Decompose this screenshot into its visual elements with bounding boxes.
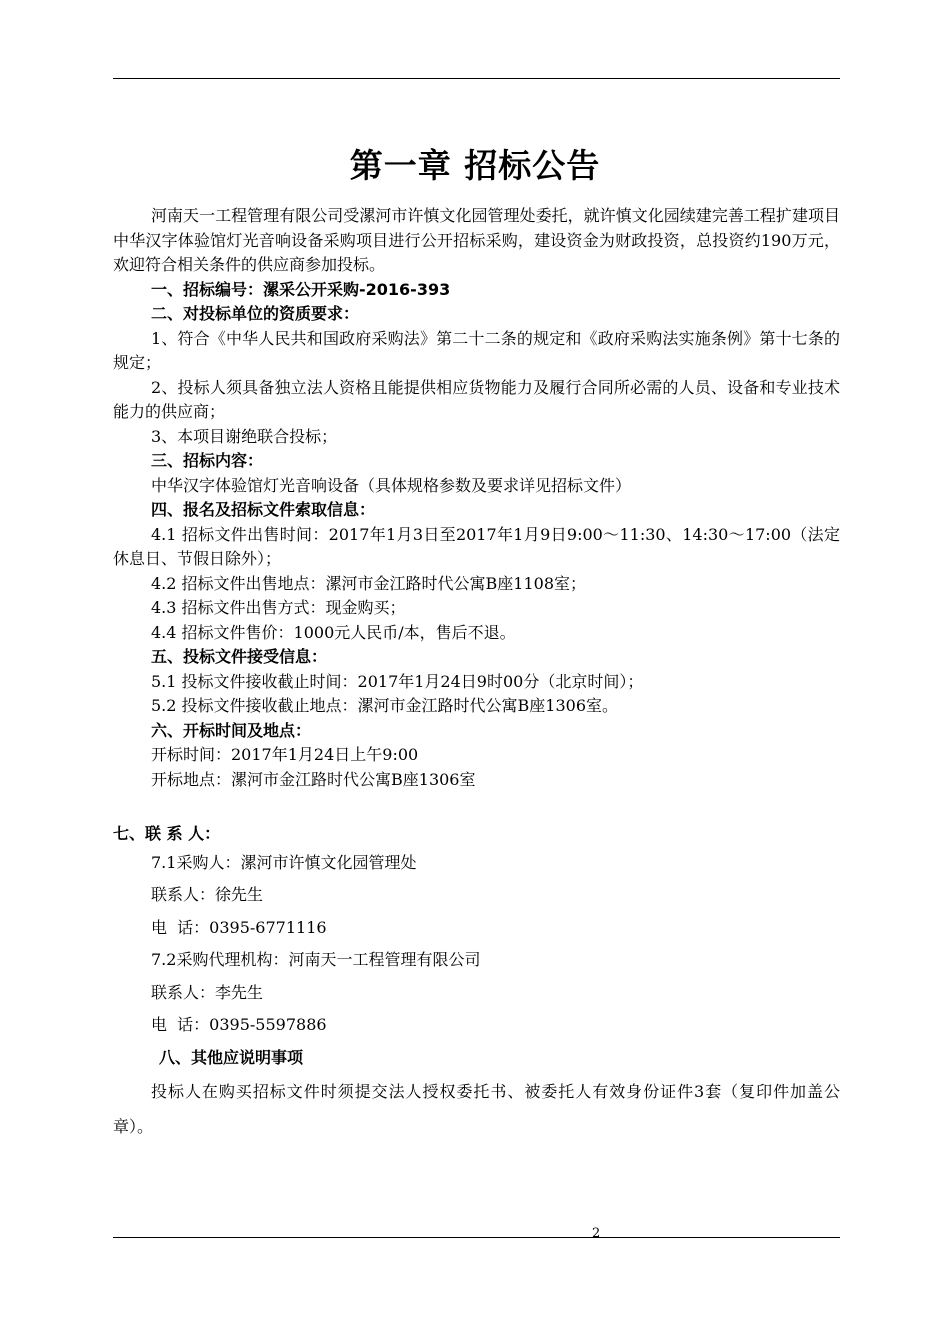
section-7-item: 7.1采购人：漯河市许慎文化园管理处 <box>151 852 417 872</box>
section-6-item: 开标地点：漯河市金江路时代公寓B座1306室 <box>151 769 476 789</box>
header-rule <box>113 78 840 79</box>
section-6-item: 开标时间：2017年1月24日上午9:00 <box>151 745 419 764</box>
section-2-item: 2、投标人须具备独立法人资格且能提供相应货物能力及履行合同所必需的人员、设备和专业技术能力的供应商； <box>113 377 840 421</box>
section-3-text: 中华汉字体验馆灯光音响设备（具体规格参数及要求详见招标文件） <box>151 475 632 495</box>
section-5-item: 5.2 投标文件接收截止地点：漯河市金江路时代公寓B座1306室。 <box>151 696 619 715</box>
section-6-heading: 六、开标时间及地点： <box>151 720 312 740</box>
intro-paragraph: 河南天一工程管理有限公司受漯河市许慎文化园管理处委托，就许慎文化园续建完善工程扩建项目中华汉字体验馆灯光音响设备采购项目进行公开招标采购，建设资金为财政投资，总投资约190万元，欢迎符合相关条件的供应商参加投标。 <box>113 206 840 274</box>
page-number: 2 <box>592 1226 601 1241</box>
section-7-item: 7.2采购代理机构：河南天一工程管理有限公司 <box>151 950 481 969</box>
section-5-item: 5.1 投标文件接收截止时间：2017年1月24日9时00分（北京时间）； <box>151 671 644 691</box>
section-8-text: 投标人在购买招标文件时须提交法人授权委托书、被委托人有效身份证件3套（复印件加盖公章）。 <box>113 1082 840 1136</box>
section-3-heading: 三、招标内容： <box>151 451 264 470</box>
section-5-heading: 五、投标文件接受信息： <box>151 647 328 666</box>
section-2-item: 3、本项目谢绝联合投标； <box>151 426 338 446</box>
section-8-heading: 八、其他应说明事项 <box>159 1047 304 1067</box>
section-7-item: 电 话：0395-5597886 <box>151 1015 327 1034</box>
section-7-heading: 七、联 系 人： <box>113 824 221 843</box>
section-7-item: 联系人：李先生 <box>151 982 264 1002</box>
section-2-heading: 二、对投标单位的资质要求： <box>151 304 360 323</box>
section-4-item: 4.2 招标文件出售地点：漯河市金江路时代公寓B座1108室； <box>151 573 587 593</box>
chapter-title: 第一章 招标公告 <box>349 146 601 185</box>
section-4-item: 4.4 招标文件售价：1000元人民币/本，售后不退。 <box>151 622 516 642</box>
section-2-item: 1、符合《中华人民共和国政府采购法》第二十二条的规定和《政府采购法实施条例》第十七条的规定； <box>113 328 840 372</box>
section-4-item: 4.1 招标文件出售时间：2017年1月3日至2017年1月9日9:00～11:30、14:30～17:00（法定休息日、节假日除外）； <box>113 524 840 568</box>
section-4-item: 4.3 招标文件出售方式：现金购买； <box>151 598 406 617</box>
notice-body <box>113 204 840 1144</box>
section-4-heading: 四、报名及招标文件索取信息： <box>151 500 376 519</box>
section-7-item: 电 话：0395-6771116 <box>151 917 327 937</box>
section-1-heading: 一、招标编号：漯采公开采购-2016-393 <box>151 279 451 299</box>
footer-rule <box>113 1237 840 1238</box>
section-7-item: 联系人：徐先生 <box>151 885 264 904</box>
